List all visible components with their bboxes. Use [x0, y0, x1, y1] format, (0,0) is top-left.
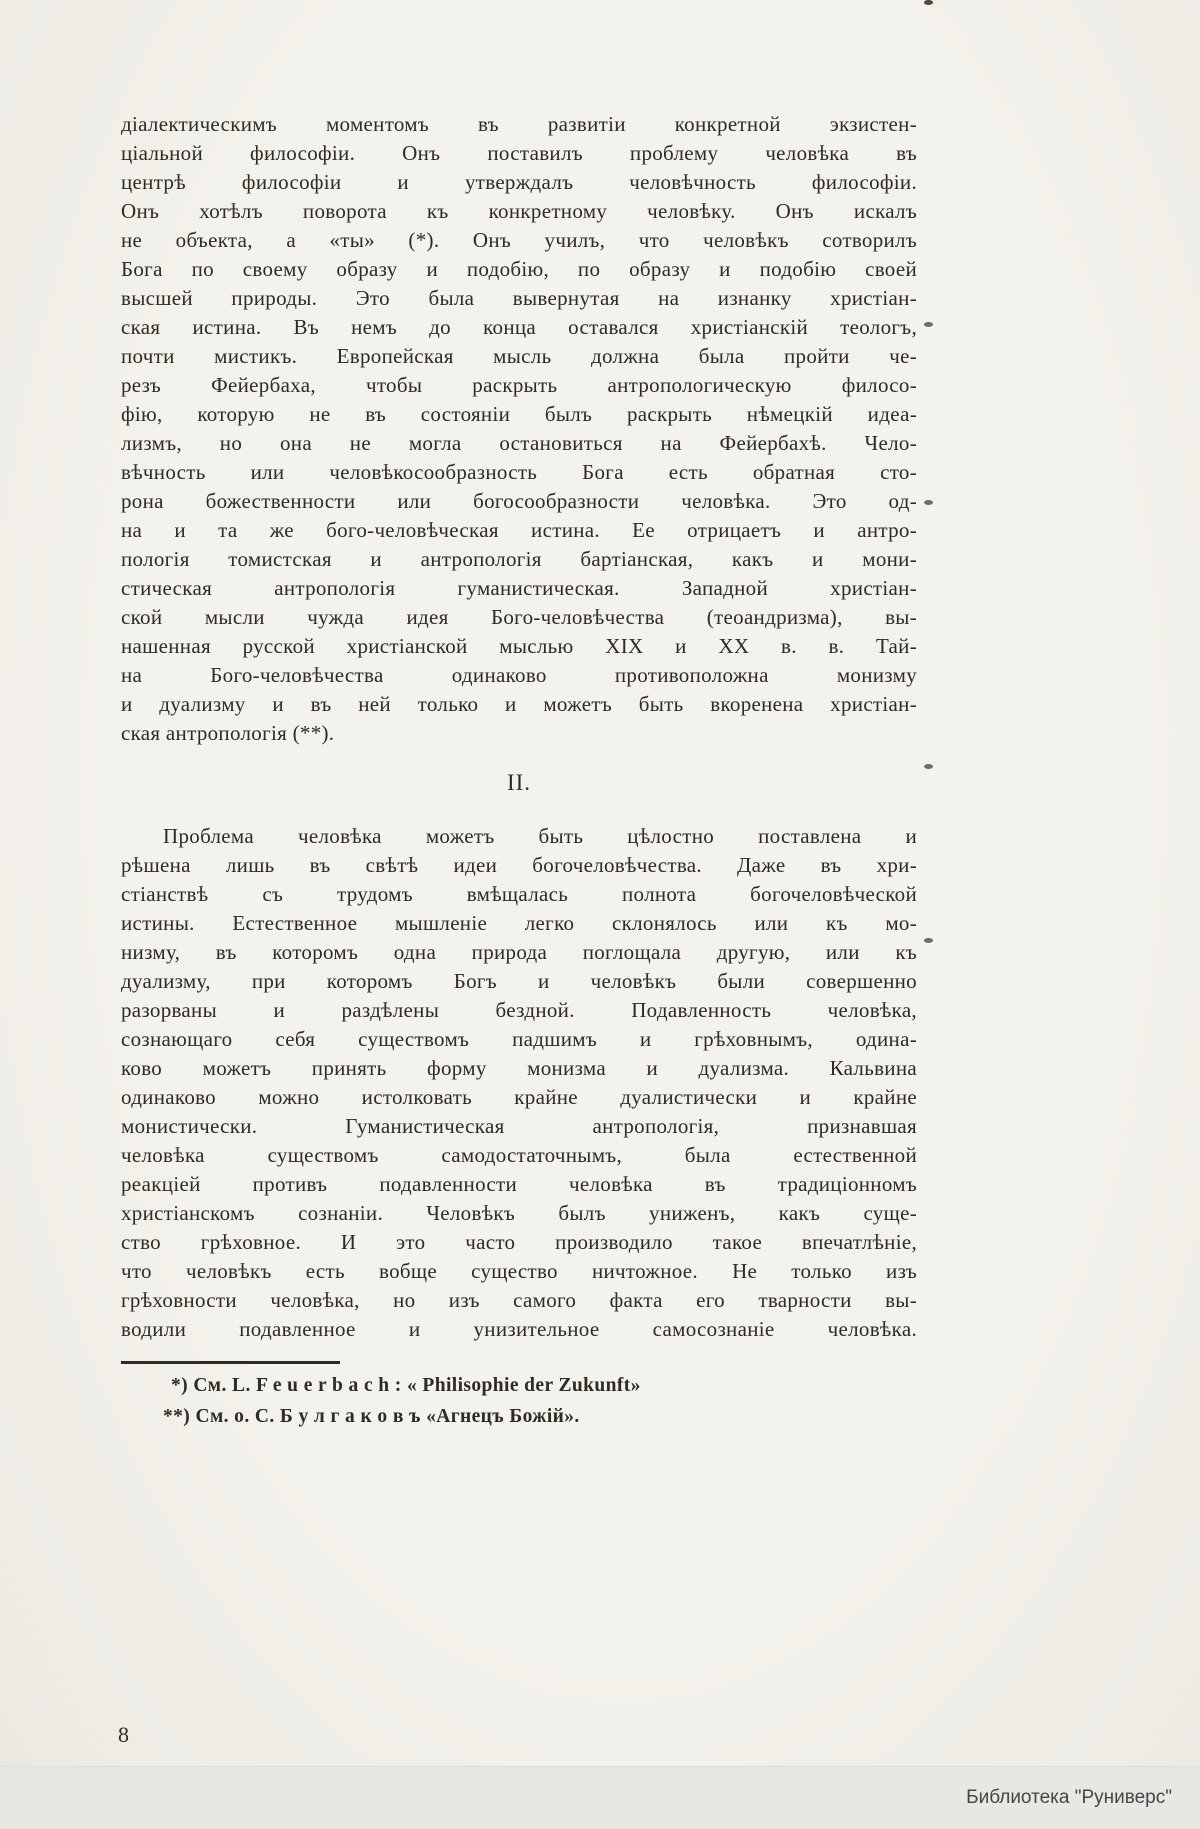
text-line: лизмъ, но она не могла остановиться на Фейербахѣ. Чело-	[121, 431, 917, 455]
text-line: одинаково можно истолковать крайне дуалистически и крайне	[121, 1085, 917, 1109]
text-line: грѣховности человѣка, но изъ самого факта его тварности вы-	[121, 1288, 917, 1312]
scan-speck	[924, 322, 933, 327]
text-line: стіанствѣ съ трудомъ вмѣщалась полнота богочеловѣческой	[121, 882, 917, 906]
text-line: на Бого-человѣчества одинаково противоположна монизму	[121, 663, 917, 687]
text-line: центрѣ философіи и утверждалъ человѣчность философіи.	[121, 170, 917, 194]
text-block	[121, 110, 917, 1432]
text-line: истины. Естественное мышленіе легко склонялось или къ мо-	[121, 911, 917, 935]
text-line: ской мысли чужда идея Бого-человѣчества (теоандризма), вы-	[121, 605, 917, 629]
text-line: водили подавленное и унизительное самосознаніе человѣка.	[121, 1317, 917, 1341]
footnote-separator	[121, 1361, 340, 1364]
text-line: ская антропологія (**).	[121, 721, 335, 745]
text-line: и дуализму и въ ней только и можетъ быть вкоренена христіан-	[121, 692, 917, 716]
text-line: вѣчность или человѣкосообразность Бога есть обратная сто-	[121, 460, 917, 484]
text-line: высшей природы. Это была вывернутая на изнанку христіан-	[121, 286, 917, 310]
text-line: фію, которую не въ состояніи былъ раскрыть нѣмецкій идеа-	[121, 402, 917, 426]
text-line: резъ Фейербаха, чтобы раскрыть антропологическую филосо-	[121, 373, 917, 397]
paragraph-1	[121, 110, 917, 748]
text-line: разорваны и раздѣлены бездной. Подавленность человѣка,	[121, 998, 917, 1022]
text-line: на и та же бого-человѣческая истина. Ее отрицаетъ и антро-	[121, 518, 917, 542]
text-line: ково можетъ принять форму монизма и дуализма. Кальвина	[121, 1056, 917, 1080]
text-line: Онъ хотѣлъ поворота къ конкретному человѣку. Онъ искалъ	[121, 199, 917, 223]
text-line: сознающаго себя существомъ падшимъ и грѣховнымъ, одина-	[121, 1027, 917, 1051]
text-line: монистически. Гуманистическая антропологія, признавшая	[121, 1114, 917, 1138]
text-line: Проблема человѣка можетъ быть цѣлостно поставлена и	[163, 824, 917, 848]
watermark-strip	[0, 1766, 1200, 1829]
text-line: пологія томистская и антропологія бартіанская, какъ и мони-	[121, 547, 917, 571]
scan-speck	[924, 500, 933, 505]
watermark-text: Библиотека "Руниверс"	[966, 1787, 1172, 1808]
text-line: низму, въ которомъ одна природа поглощала другую, или къ	[121, 940, 917, 964]
text-line: рона божественности или богосообразности человѣка. Это од-	[121, 489, 917, 513]
footnote-line: *) См. L. F e u e r b a c h : « Philisophie der Zukunft»	[171, 1375, 641, 1396]
text-line: Бога по своему образу и подобію, по образу и подобію своей	[121, 257, 917, 281]
footnotes	[121, 1370, 917, 1432]
text-line: діалектическимъ моментомъ въ развитіи конкретной экзистен-	[121, 112, 917, 136]
text-line: что человѣкъ есть вобще существо ничтожное. Не только изъ	[121, 1259, 917, 1283]
text-line: человѣка существомъ самодостаточнымъ, была естественной	[121, 1143, 917, 1167]
text-line: ціальной философіи. Онъ поставилъ проблему человѣка въ	[121, 141, 917, 165]
footnote-line: **) См. о. С. Б у л г а к о в ъ «Агнецъ Божій».	[163, 1406, 580, 1427]
text-line: рѣшена лишь въ свѣтѣ идеи богочеловѣчества. Даже въ хри-	[121, 853, 917, 877]
scan-speck	[924, 0, 933, 5]
text-line: христіанскомъ сознаніи. Человѣкъ былъ униженъ, какъ суще-	[121, 1201, 917, 1225]
text-line: ская истина. Въ немъ до конца оставался христіанскій теологъ,	[121, 315, 917, 339]
text-line: почти мистикъ. Европейская мысль должна была пройти че-	[121, 344, 917, 368]
scan-speck	[924, 938, 933, 943]
text-line: реакціей противъ подавленности человѣка въ традиціонномъ	[121, 1172, 917, 1196]
scan-speck	[924, 764, 933, 769]
text-line: нашенная русской христіанской мыслью XIX и XX в. в. Тай-	[121, 634, 917, 658]
text-line: ство грѣховное. И это часто производило такое впечатлѣніе,	[121, 1230, 917, 1254]
text-line: стическая антропологія гуманистическая. Западной христіан-	[121, 576, 917, 600]
paragraph-2	[121, 822, 917, 1344]
text-line: не объекта, а «ты» (*). Онъ училъ, что человѣкъ сотворилъ	[121, 228, 917, 252]
text-line: дуализму, при которомъ Богъ и человѣкъ были совершенно	[121, 969, 917, 993]
page-number: 8	[118, 1722, 129, 1747]
section-heading: II.	[506, 770, 532, 795]
